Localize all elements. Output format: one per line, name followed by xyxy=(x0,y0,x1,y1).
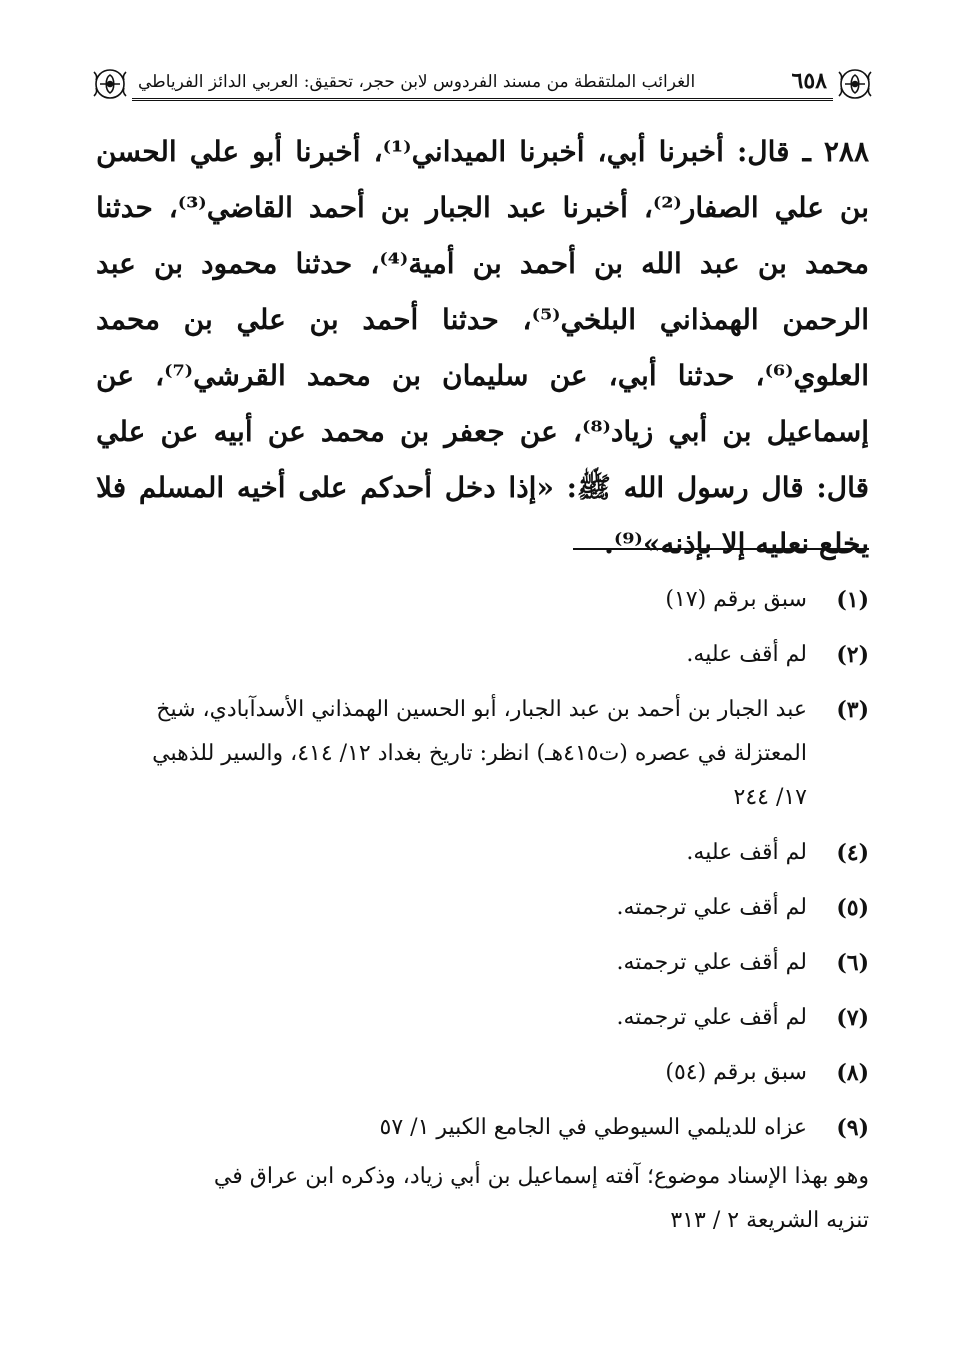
running-title: الغرائب الملتقطة من مسند الفردوس لابن حجر، تحقيق: العربي الدائز الفرياطي xyxy=(138,72,696,92)
footnote-text: عبد الجبار بن أحمد بن عبد الجبار، أبو الحسين الهمذاني الأسدآبادي، شيخ xyxy=(156,697,807,722)
hadith-paragraph xyxy=(96,124,869,572)
running-header xyxy=(92,60,873,112)
footnote-number: (٤) xyxy=(836,840,869,866)
page-number: ٦٥٨ xyxy=(791,68,827,94)
footnote-text: لم أقف علي ترجمته. xyxy=(616,1005,807,1030)
header-rule xyxy=(132,98,833,101)
footnote-4 xyxy=(96,831,869,875)
footnote-number: (١) xyxy=(836,587,869,613)
footnote-3 xyxy=(96,688,869,820)
hadith-number: ٢٨٨ ـ xyxy=(802,135,869,168)
floral-ornament-icon xyxy=(835,66,875,102)
footnote-2 xyxy=(96,633,869,677)
footnote-text: سبق برقم (١٧) xyxy=(665,587,807,612)
footnote-9-continuation xyxy=(96,1155,869,1243)
footnote-9 xyxy=(96,1106,869,1150)
footnote-text: ١٧/ ٢٤٤ xyxy=(733,785,807,810)
footnote-text: عزاه للديلمي السيوطي في الجامع الكبير ١/ ٥٧ xyxy=(379,1115,807,1140)
footnotes xyxy=(96,578,869,1254)
footnote-5 xyxy=(96,886,869,930)
footnote-7 xyxy=(96,996,869,1040)
footnote-separator xyxy=(573,548,869,550)
footnote-number: (٥) xyxy=(836,895,869,921)
footnote-number: (٣) xyxy=(836,697,869,723)
footnote-text: وهو بهذا الإسناد موضوع؛ آفته إسماعيل بن أبي زياد، وذكره ابن عراق في xyxy=(213,1164,869,1189)
footnote-number: (٨) xyxy=(836,1060,869,1086)
footnote-text: سبق برقم (٥٤) xyxy=(665,1060,807,1085)
hadith-body: قال: أخبرنا أبي، أخبرنا الميداني⁽¹⁾، أخبرنا أبو علي الحسن بن علي الصفار⁽²⁾، أخبرنا عبد الجبار بن أحمد القاضي⁽³⁾، حدثنا محمد بن عبد الله بن أحمد بن أمية⁽⁴⁾، حدثنا محمود بن عبد الرحمن الهمذاني البلخي⁽⁵⁾، حدثنا أحمد بن علي بن محمد العلوي⁽⁶⁾، حدثنا أبي، عن سليمان بن محمد القرشي⁽⁷⁾، عن إسماعيل بن أبي زياد⁽⁸⁾، عن جعفر بن محمد عن أبيه عن علي قال: قال رسول الله ﷺ: «إذا دخل أحدكم على أخيه المسلم فلا يخلع نعليه إلا بإذنه»⁽⁹⁾. xyxy=(96,135,870,560)
footnote-number: (٦) xyxy=(836,950,869,976)
floral-ornament-icon xyxy=(90,66,130,102)
footnote-number: (٧) xyxy=(836,1005,869,1031)
footnote-text: لم أقف عليه. xyxy=(686,642,807,667)
footnote-text: لم أقف علي ترجمته. xyxy=(616,950,807,975)
footnote-6 xyxy=(96,941,869,985)
main-text xyxy=(96,124,869,572)
footnote-text: لم أقف علي ترجمته. xyxy=(616,895,807,920)
footnote-number: (٩) xyxy=(836,1115,869,1141)
footnote-1 xyxy=(96,578,869,622)
footnote-8 xyxy=(96,1051,869,1095)
footnote-text: لم أقف عليه. xyxy=(686,840,807,865)
footnote-text: المعتزلة في عصره (ت٤١٥هـ) انظر: تاريخ بغداد ١٢/ ٤١٤، والسير للذهبي xyxy=(152,741,807,766)
footnote-number: (٢) xyxy=(836,642,869,668)
footnote-text: تنزيه الشريعة ٢ / ٣١٣ xyxy=(670,1208,869,1233)
